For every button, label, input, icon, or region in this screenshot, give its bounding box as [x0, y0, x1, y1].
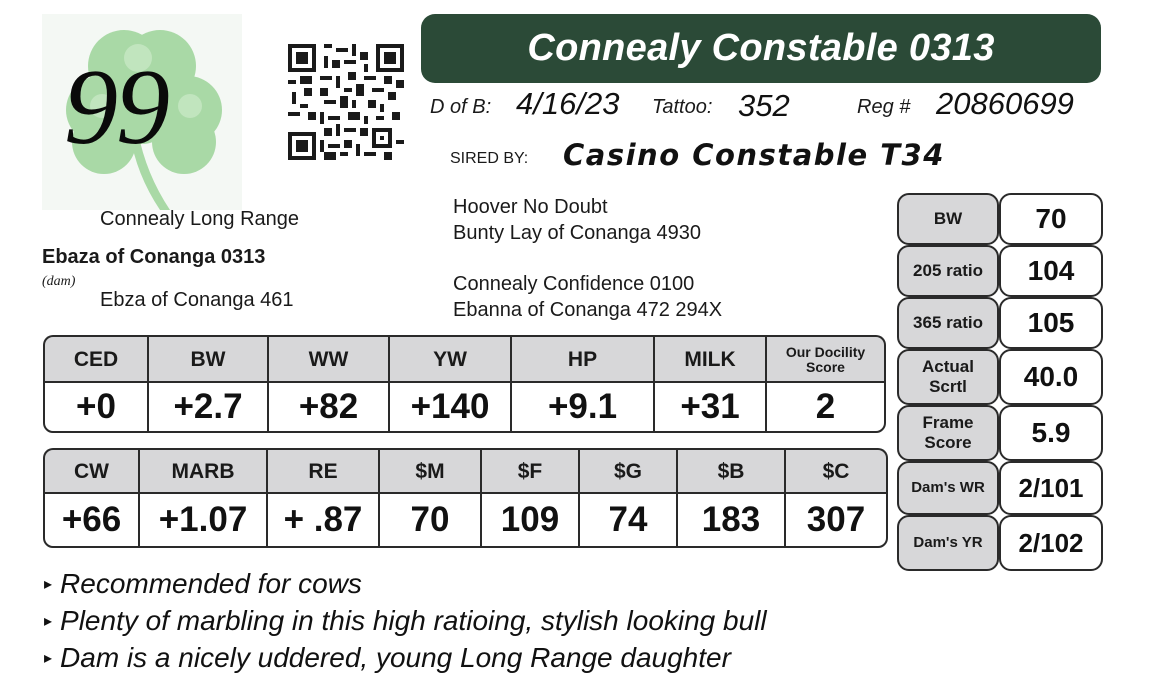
reg-value: 20860699	[936, 86, 1074, 121]
reg-label: Reg #	[857, 96, 911, 118]
epd-value: +2.7	[149, 383, 269, 431]
epd-value: 74	[580, 494, 678, 546]
tattoo-label: Tattoo:	[652, 96, 713, 118]
epd-header: $G	[580, 450, 678, 494]
stat-row-scrotal	[897, 349, 1105, 405]
tattoo-value: 352	[738, 88, 790, 123]
epd-header: $C	[822, 460, 850, 483]
bullet-triangle-icon: ▸	[44, 576, 53, 593]
sire-sire: Hoover No Doubt	[453, 196, 608, 218]
epd-header: RE	[268, 450, 380, 494]
docility-score: 2	[815, 387, 836, 426]
epd-header: BW	[149, 337, 269, 383]
epd-value: +82	[269, 383, 390, 431]
epd-header: CW	[45, 450, 140, 494]
stat-value: 105	[999, 297, 1103, 349]
stat-row-205-ratio	[897, 245, 1105, 297]
bull-name: Connealy Constable 0313	[527, 27, 995, 69]
epd-header-row-1	[43, 335, 886, 383]
epd-header: MARB	[140, 450, 268, 494]
stat-label: Dam's WR	[897, 461, 999, 515]
epd-header: CED	[45, 337, 149, 383]
stat-label: 205 ratio	[897, 245, 999, 297]
note-text: Dam is a nicely uddered, young Long Range daughter	[60, 642, 731, 673]
dob-label: D of B:	[430, 96, 492, 118]
epd-value: +9.1	[512, 383, 655, 431]
sired-by-label: SIRED BY:	[450, 150, 529, 167]
stat-row-frame-score	[897, 405, 1105, 461]
title-banner	[421, 14, 1101, 83]
epd-header: HP	[512, 337, 655, 383]
stat-label: BW	[897, 193, 999, 245]
epd-header: MILK	[655, 337, 767, 383]
stat-value: 70	[999, 193, 1103, 245]
epd-header: $B	[678, 450, 786, 494]
sire-name: Casino Constable T34	[563, 138, 945, 172]
epd-value: 109	[482, 494, 580, 546]
stat-value: 5.9	[999, 405, 1103, 461]
note-item	[44, 642, 731, 674]
note-text: Recommended for cows	[60, 568, 362, 599]
dob-value: 4/16/23	[516, 86, 620, 121]
note-item	[44, 605, 767, 637]
bullet-triangle-icon: ▸	[44, 613, 53, 630]
qr-code-icon[interactable]	[288, 44, 404, 160]
epd-value-row-2	[43, 492, 888, 548]
stat-row-bw	[897, 193, 1105, 245]
epd-value: + .87	[268, 494, 380, 546]
lot-number: 99	[64, 48, 168, 167]
bullet-triangle-icon: ▸	[44, 650, 53, 667]
stat-label: Actual Scrtl	[897, 349, 999, 405]
epd-value: +0	[45, 383, 149, 431]
performance-stats-panel	[897, 193, 1105, 573]
dam-tag: (dam)	[42, 274, 76, 289]
epd-value: +66	[45, 494, 140, 546]
stat-row-dams-yr	[897, 515, 1105, 571]
epd-value: 70	[380, 494, 482, 546]
epd-value: +1.07	[140, 494, 268, 546]
dam-dam-sire: Connealy Confidence 0100	[453, 273, 695, 295]
epd-value: 183	[678, 494, 786, 546]
epd-value: +140	[390, 383, 512, 431]
stat-value: 2/102	[999, 515, 1103, 571]
epd-value-row-1	[43, 381, 886, 433]
epd-value: +31	[655, 383, 767, 431]
stat-label: Frame Score	[897, 405, 999, 461]
stat-value: 40.0	[999, 349, 1103, 405]
note-item	[44, 568, 362, 600]
stat-value: 2/101	[999, 461, 1103, 515]
epd-header-row-2	[43, 448, 888, 494]
note-text: Plenty of marbling in this high ratioing, stylish looking bull	[60, 605, 767, 636]
dam-sire: Connealy Long Range	[100, 208, 300, 230]
lot-badge	[42, 14, 242, 210]
stat-value: 104	[999, 245, 1103, 297]
epd-value: 307	[806, 500, 866, 539]
epd-header-docility: Our Docility Score	[785, 344, 866, 375]
epd-header: $M	[380, 450, 482, 494]
stat-row-365-ratio	[897, 297, 1105, 349]
sire-dam: Bunty Lay of Conanga 4930	[453, 222, 701, 244]
stat-label: Dam's YR	[897, 515, 999, 571]
dam-name: Ebaza of Conanga 0313	[42, 246, 266, 268]
stat-label: 365 ratio	[897, 297, 999, 349]
stat-row-dams-wr	[897, 461, 1105, 515]
epd-header: YW	[390, 337, 512, 383]
epd-header: $F	[482, 450, 580, 494]
dam-dam-dam: Ebanna of Conanga 472 294X	[453, 299, 723, 321]
epd-header: WW	[269, 337, 390, 383]
dam-dam: Ebza of Conanga 461	[100, 289, 294, 311]
